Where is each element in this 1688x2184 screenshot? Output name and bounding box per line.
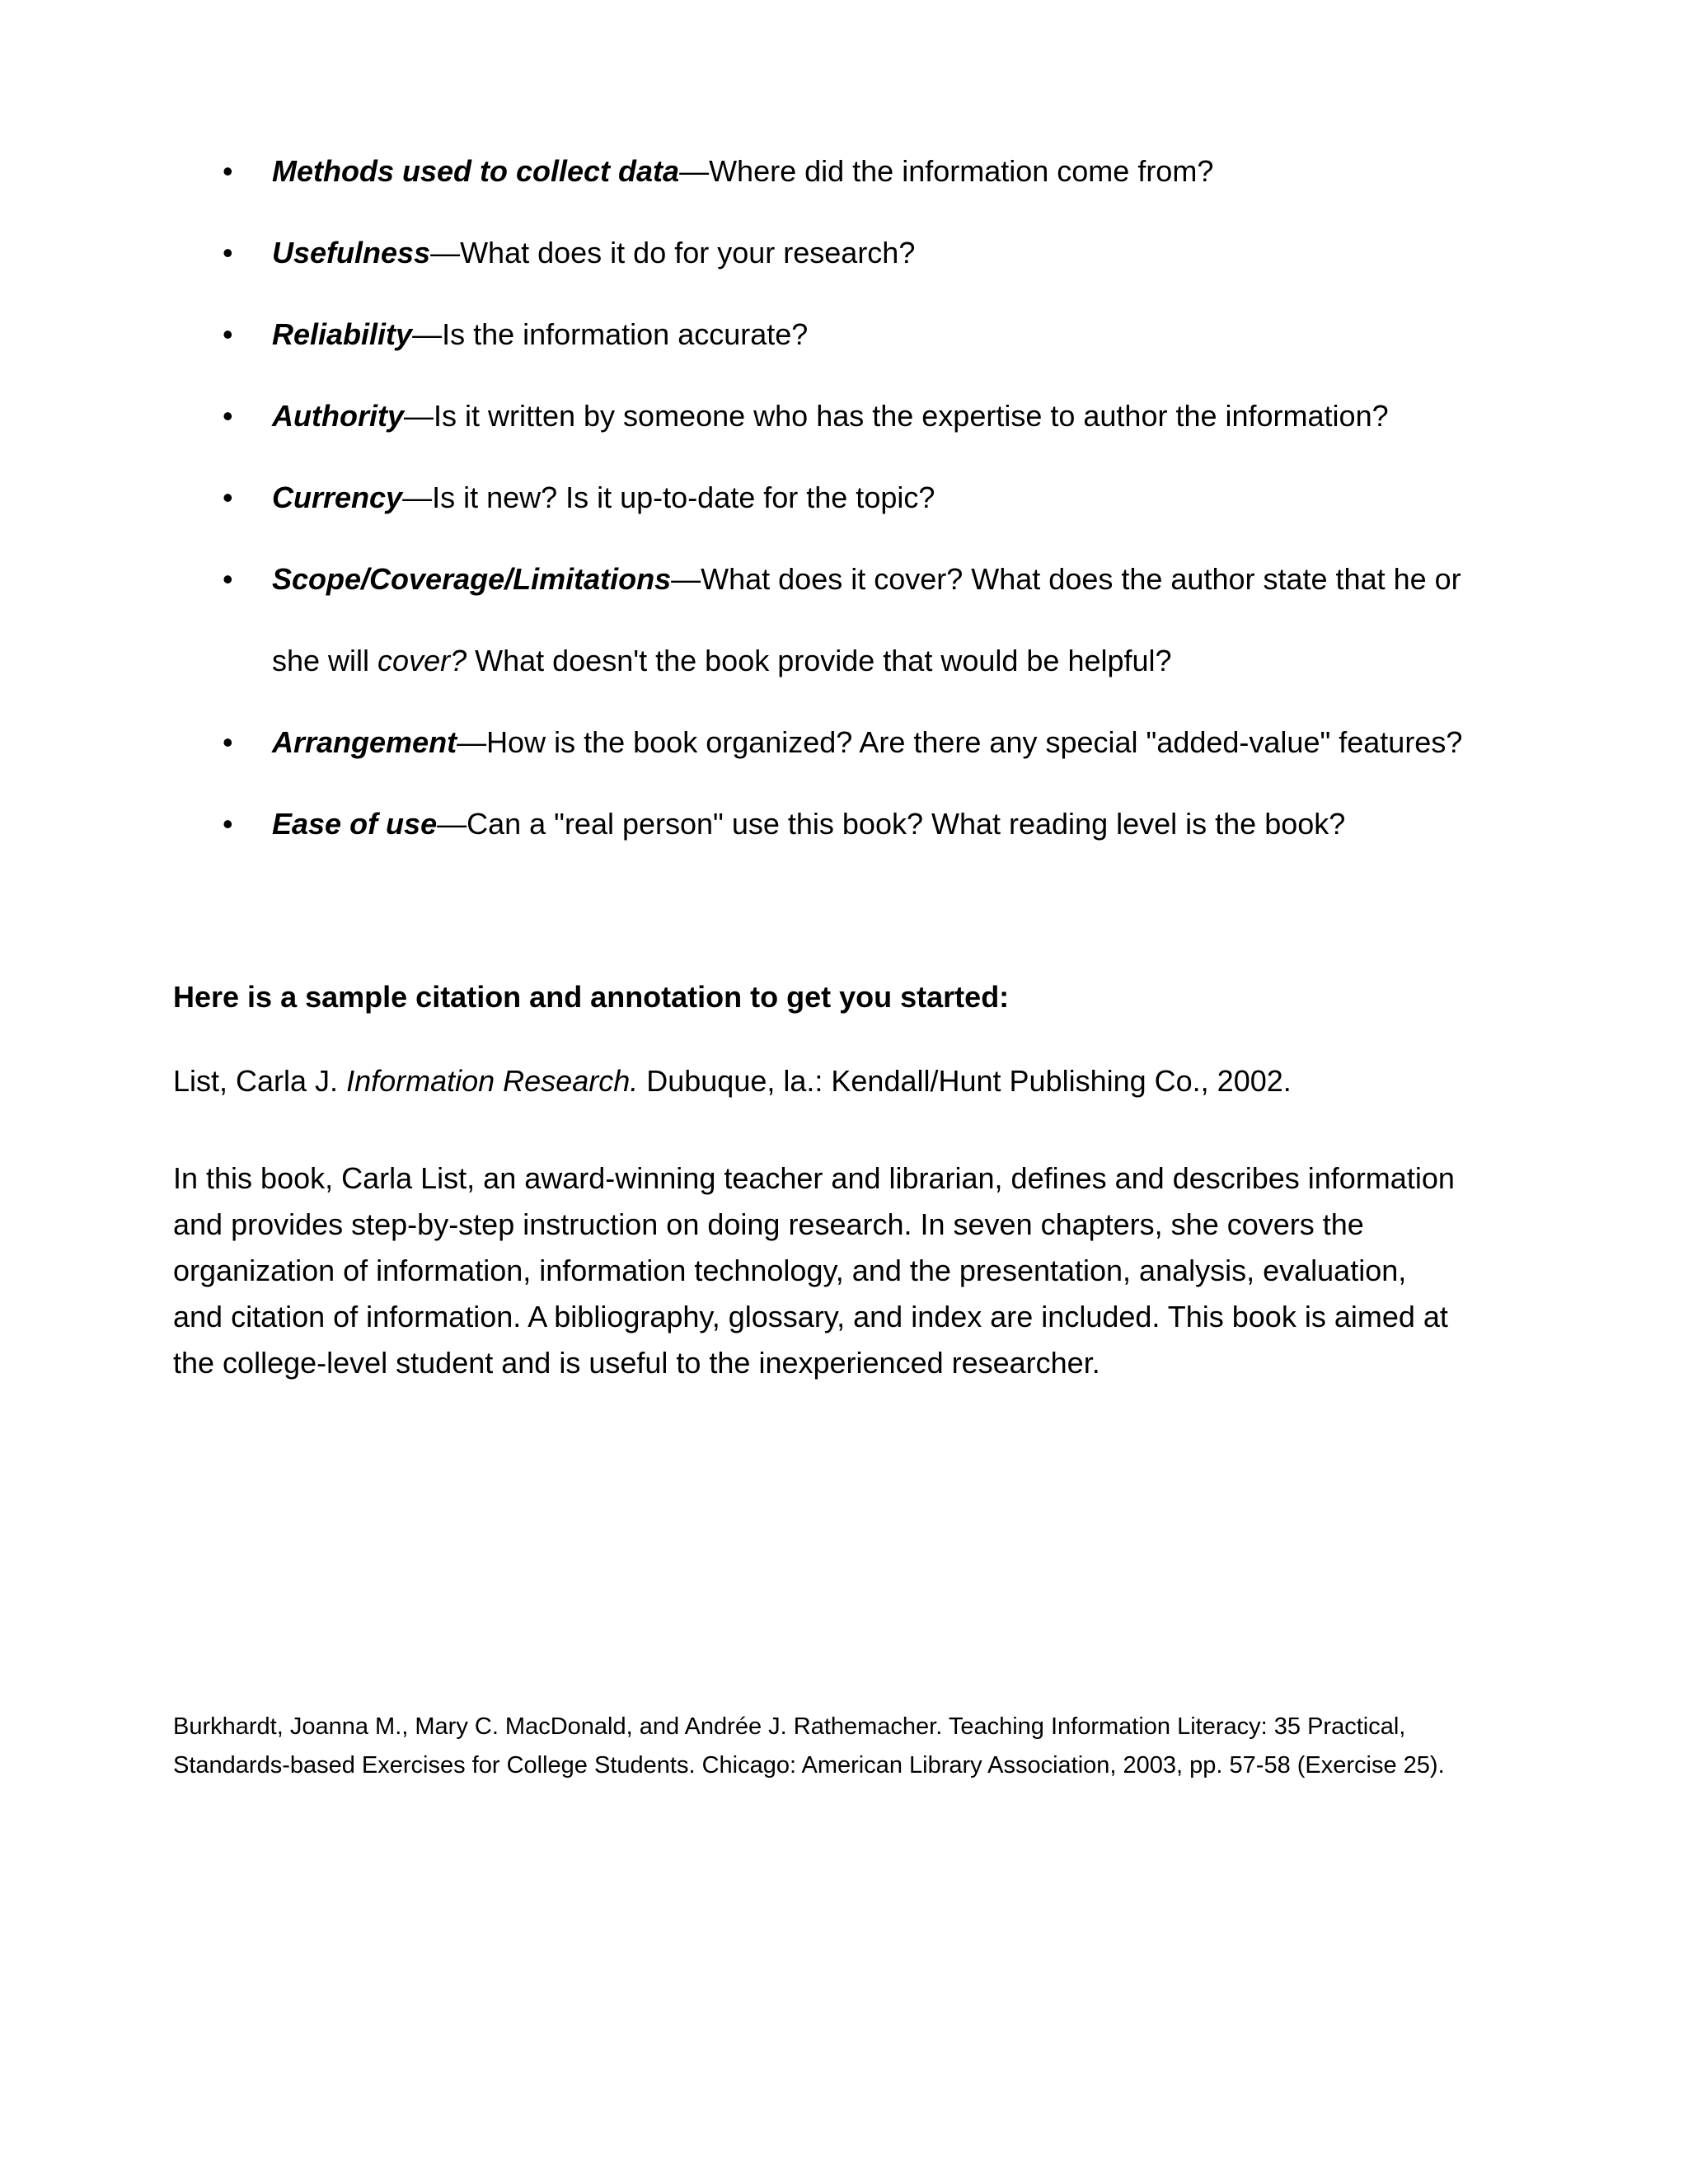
annotation-line: the college-level student and is useful to the inexperienced researcher. [173, 1346, 1100, 1380]
bullet-icon: • [223, 317, 233, 351]
criterion-term: Scope/Coverage/Limitations [272, 562, 672, 596]
bullet-icon: • [223, 725, 233, 759]
criterion-term: Authority [272, 399, 404, 433]
annotation-line: In this book, Carla List, an award-winning teacher and librarian, defines and describes information [173, 1161, 1455, 1195]
continuation-text-after: What doesn't the book provide that would be helpful? [467, 644, 1172, 677]
criterion-term: Reliability [272, 317, 413, 351]
criterion-description: —Is it new? Is it up-to-date for the topic? [402, 480, 935, 514]
source-attribution [173, 1708, 1492, 1785]
citation-author: List, Carla J. [173, 1064, 347, 1098]
sample-annotation [173, 1155, 1492, 1386]
citation-publisher: Dubuque, la.: Kendall/Hunt Publishing Co., 2002. [638, 1064, 1292, 1098]
criterion-term: Methods used to collect data [272, 154, 680, 188]
criterion-description: —How is the book organized? Are there any special "added-value" features? [457, 725, 1463, 759]
sample-heading: Here is a sample citation and annotation to get you started: [173, 980, 1010, 1014]
criterion-usefulness [223, 212, 1508, 293]
criterion-description: —What does it do for your research? [430, 236, 916, 269]
bullet-icon: • [223, 807, 233, 841]
annotation-line: and provides step-by-step instruction on doing research. In seven chapters, she covers the [173, 1207, 1364, 1241]
continuation-italic: cover? [377, 644, 467, 677]
criterion-term: Usefulness [272, 236, 431, 269]
annotation-line: and citation of information. A bibliography, glossary, and index are included. This book is aimed at [173, 1300, 1448, 1333]
criterion-description: —What does it cover? What does the author state that he or [671, 562, 1461, 596]
bullet-icon: • [223, 562, 233, 596]
criterion-authority [223, 375, 1508, 457]
criterion-reliability [223, 293, 1508, 375]
criterion-currency [223, 457, 1508, 538]
bullet-icon: • [223, 480, 233, 514]
citation-title: Information Research. [346, 1064, 639, 1098]
criterion-methods [223, 130, 1508, 212]
criterion-term: Currency [272, 480, 403, 514]
annotation-line: organization of information, information technology, and the presentation, analysis, evaluation, [173, 1254, 1407, 1287]
criterion-description: —Is the information accurate? [412, 317, 809, 351]
criterion-description: —Is it written by someone who has the expertise to author the information? [403, 399, 1389, 433]
bullet-icon: • [223, 399, 233, 433]
criterion-description: —Can a "real person" use this book? What reading level is the book? [437, 807, 1346, 841]
criterion-continuation [272, 620, 1508, 701]
criterion-scope [223, 538, 1508, 701]
criterion-arrangement [223, 701, 1508, 783]
sample-citation [173, 1063, 1292, 1099]
bullet-icon: • [223, 154, 233, 188]
criterion-term: Ease of use [272, 807, 438, 841]
criterion-term: Arrangement [272, 725, 457, 759]
criterion-ease-of-use [223, 783, 1508, 865]
bullet-icon: • [223, 236, 233, 269]
criterion-description: —Where did the information come from? [679, 154, 1214, 188]
continuation-text: she will [272, 644, 378, 677]
source-line: Standards-based Exercises for College Students. Chicago: American Library Association, 2003, pp. 57-58 (Exercise 25). [173, 1752, 1445, 1779]
source-line: Burkhardt, Joanna M., Mary C. MacDonald, and Andrée J. Rathemacher. Teaching Information Literacy: 35 Practical, [173, 1713, 1406, 1740]
